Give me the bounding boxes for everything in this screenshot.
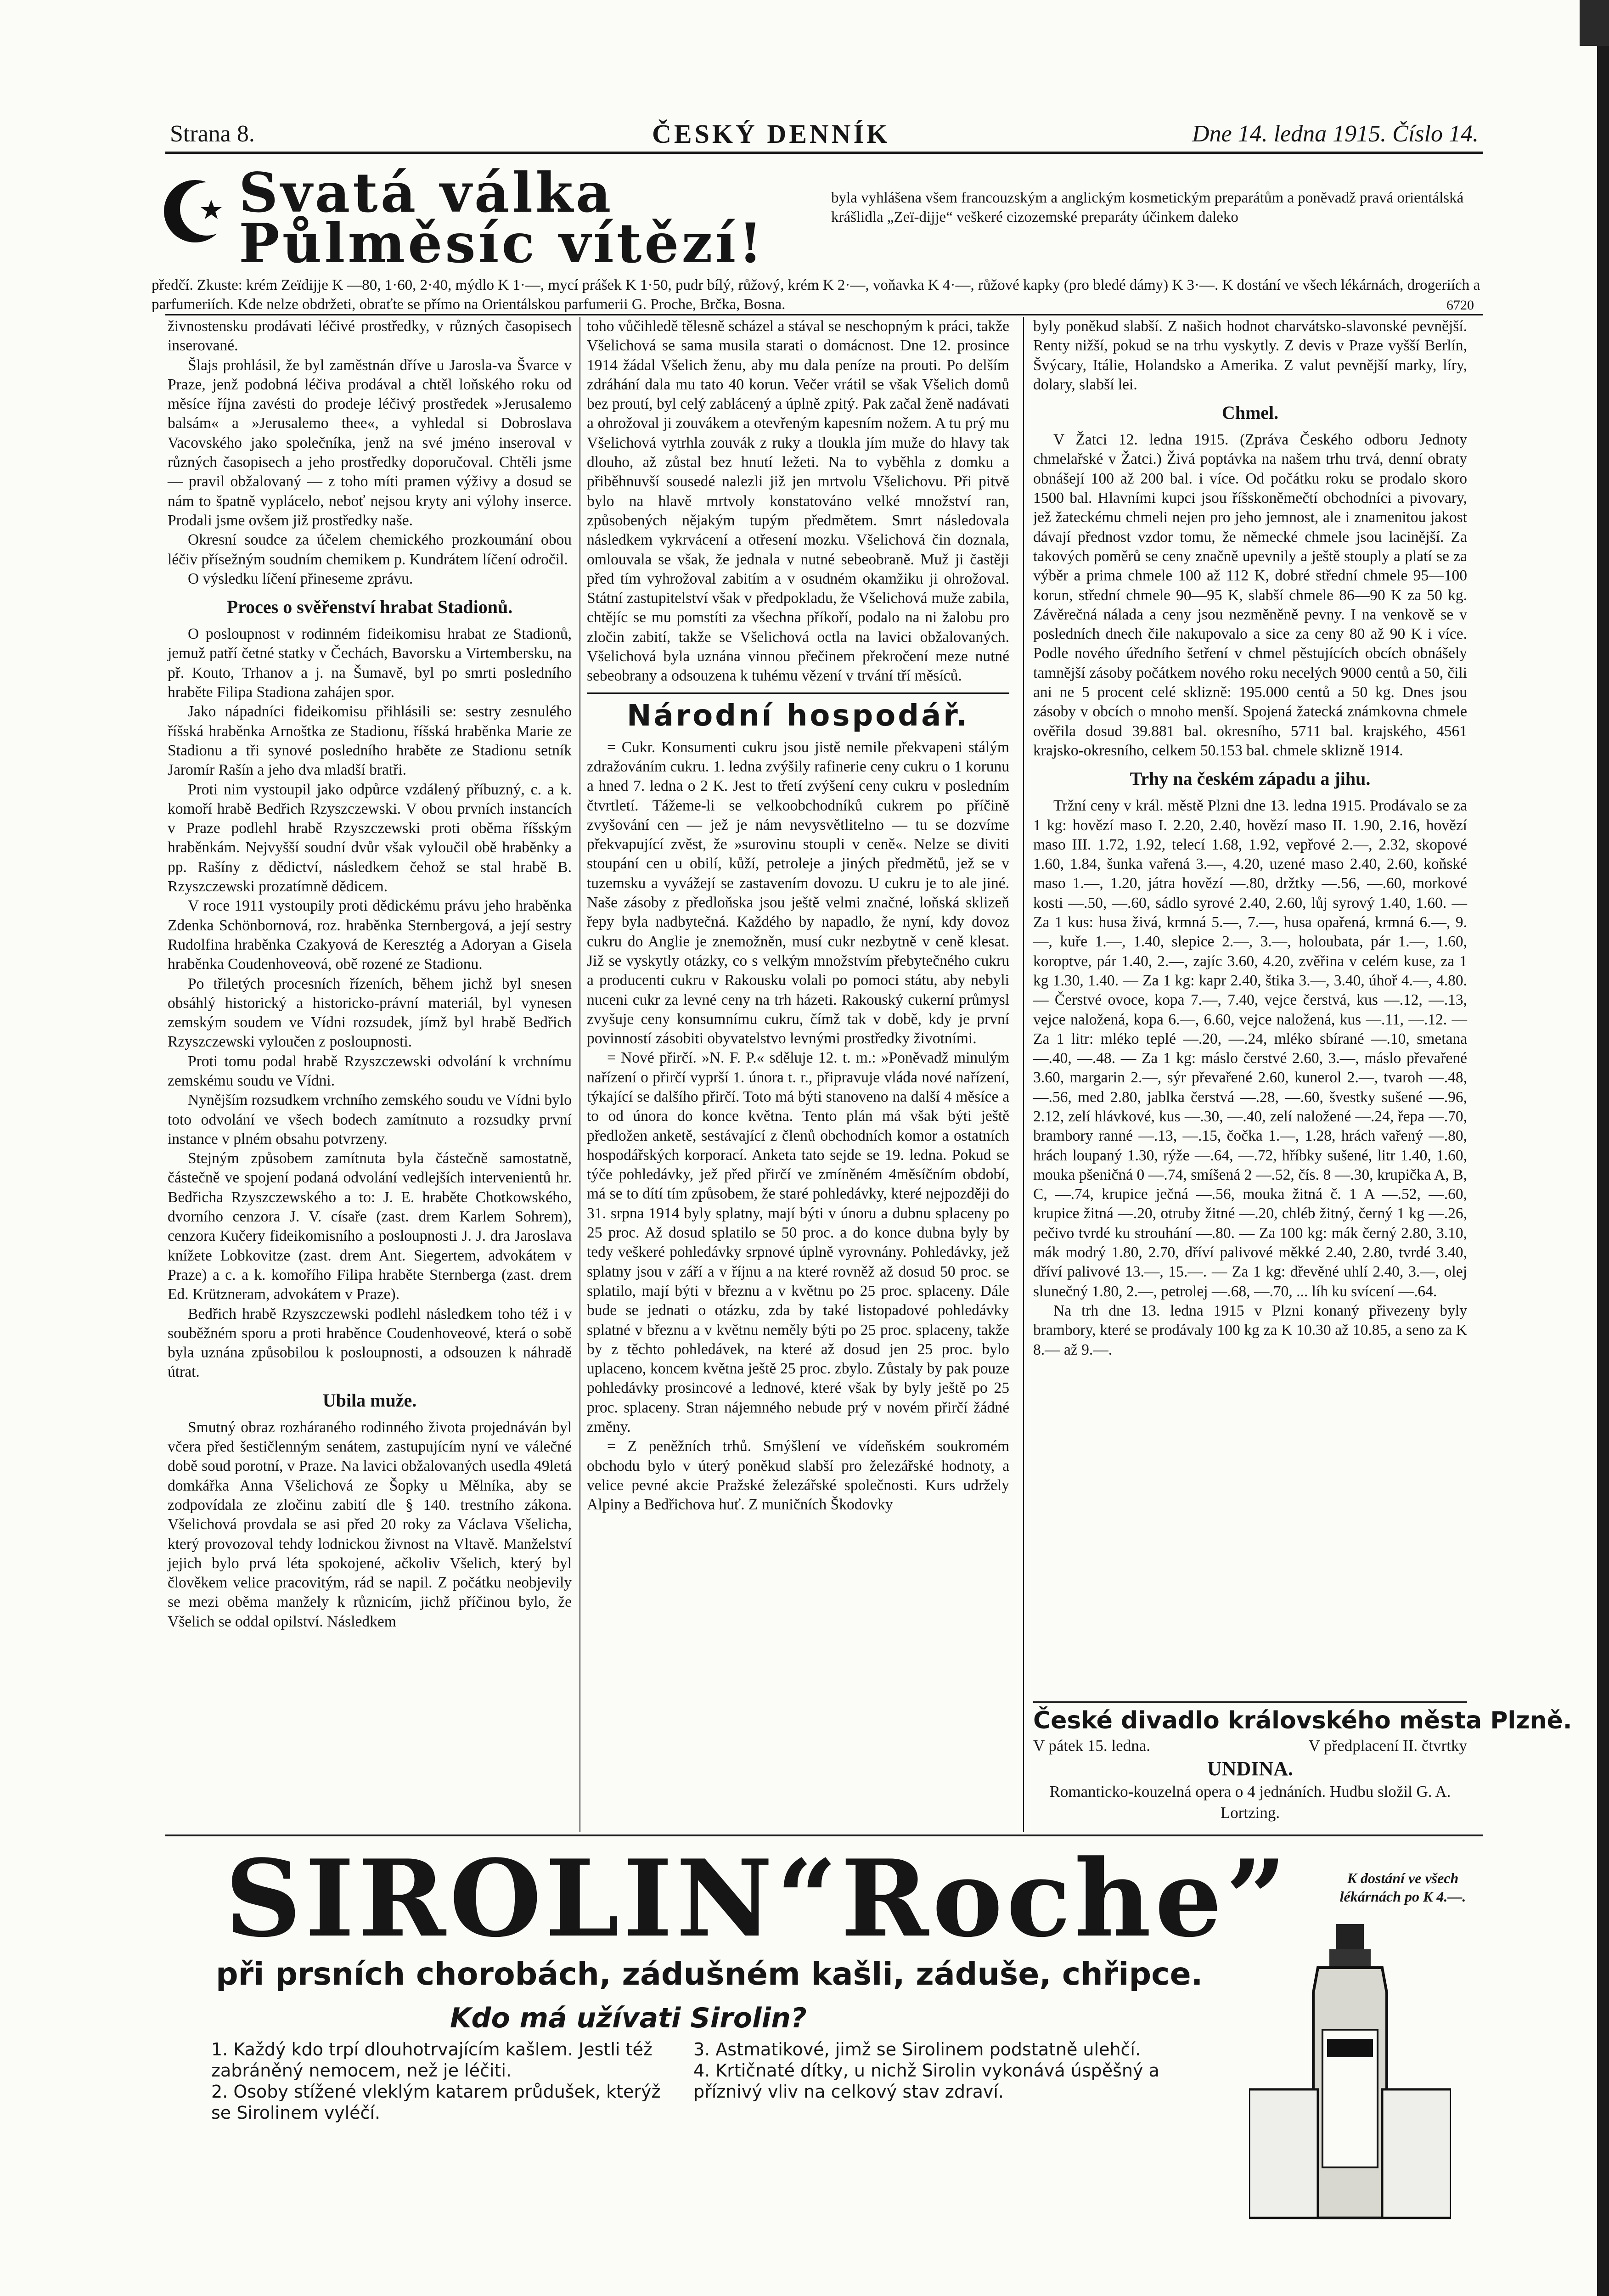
crescent-star-icon xyxy=(161,177,230,246)
advert-sirolin xyxy=(211,1837,1492,2241)
article-paragraph: byly poněkud slabší. Z našich hodnot charvátsko-slavonské pevnější. Renty nižší, pokud se na trhu vyskytly. Z devis v Praze vyšší Berlín, Švýcary, Itálie, Holandsko a Amerika. Z valut pevnější marky, líry, dolary, slabší lei. xyxy=(1033,318,1467,393)
theatre-rule xyxy=(1033,1701,1467,1703)
article-paragraph: Šlajs prohlásil, že byl zaměstnán dříve u Jarosla-va Švarce v Praze, jenž podobná léčiva prodával a chtěl loňského roku od měsíce října zavésti do prodeje léčivý prostředek »Jerusalemo balsám« a »Jerusalemo thee«, a vyhledal si Dobroslava Vacovského jako společníka, jenž na své jméno inseroval v různých časopisech a jeho prostředky doporučoval. Chtěli jsme — pravil obžalovaný — z toho míti pramen výživy a dosud se nám to špatně vyplácelo, neboť nejsou kryty ani výlohy inserce. Prodali jsme ovšem již prostředky naše. xyxy=(168,356,572,529)
sirolin-item: 1. Každý kdo trpí dlouhotrvajícím kašlem. Jestli též zabráněný nemocem, než je léčiti. xyxy=(211,2039,653,2081)
bottom-ad-rule xyxy=(165,1835,1483,1836)
article-paragraph: Jako nápadníci fideikomisu přihlásili se: sestry zesnulého říšská hraběnka Arnoštka ze Stadionu, říšská hraběnka Marie ze Stadionu a tři synové posledního hraběte ze Stadionu setník Jaromír Rašín a jeho dva mladší bratři. xyxy=(168,703,572,779)
advert-number: 6720 xyxy=(1446,298,1474,313)
column-divider-1 xyxy=(579,317,580,1832)
page-number: Strana 8. xyxy=(170,121,255,147)
advert-side-text: byla vyhlášena všem francouzským a anglickým kosmetickým preparátům a poněvadž pravá orientálská krášlidla „Zeï-dijje“ veškeré cizozemské preparáty účinkem daleko xyxy=(831,190,1464,225)
issue-date: Dne 14. ledna 1915. Číslo 14. xyxy=(1192,121,1479,147)
sirolin-list-right xyxy=(693,2039,1162,2102)
theatre-date-row xyxy=(1033,1735,1467,1756)
advert-zeidijje xyxy=(152,161,1488,313)
article-paragraph: O posloupnost v rodinném fideikomisu hrabat ze Stadionů, jemuž patří četné statky v Čechách, Bavorsku a Virtembersku, na př. Kouto, Trhanov a j. na Šumavě, byl po smrti posledního hraběte Filipa Stadiona zahájen spor. xyxy=(168,625,572,701)
article-paragraph: Tržní ceny v král. městě Plzni dne 13. ledna 1915. Prodávalo se za 1 kg: hovězí maso I. 2.20, 2.40, hovězí maso II. 1.90, 2.16, hovězí maso III. 1.72, 1.92, telecí 1.68, 1.92, vepřové 2.—, 2.32, skopové 1.60, 1.84, šunka vařená 3.—, 4.20, uzené maso 2.40, 2.60, koňské maso 1.—, 1.20, játra hovězí —.80, držtky —.56, —.60, morkové kosti —.50, —.60, sádlo syrové 2.40, 2.60, lůj syrový 1.40, 1.60. — Za 1 kus: husa živá, krmná 5.—, 7.—, husa opařená, krmná 6.—, 9.—, kuře 1.—, 1.40, slepice 2.—, 3.—, holoubata, pár 1.—, 1.60, koroptve, pár 1.40, 2.—, zajíc 3.60, 4.20, zvěřina v celém kuse, za 1 kg 1.30, 1.40. — Za 1 kg: kapr 2.40, štika 3.—, 3.40, úhoř 4.—, 4.80. — Čerstvé ovoce, kopa 7.—, 7.40, vejce čerstvá, kus —.12, —.13, vejce naložená, kopa 6.—, 6.60, vejce naložená, kus —.11, —.12. — Za 1 litr: mléko teplé —.20, —.24, mléko sbírané —.10, smetana —.40, —.48. — Za 1 kg: máslo čerstvé 2.60, 3.—, máslo převařené 3.60, margarin 2.—, sýr převařené 2.60, kunerol 2.—, tvaroh —.48, —.56, med 2.80, jablka čerstvá —.28, —.60, švestky sušené —.96, 2.12, zelí hlávkové, kus —.30, —.40, zelí naložené —.24, řepa —.70, brambory ranné —.13, —.15, čočka 1.—, 1.28, hrách vařený —.80, hrách loupaný 1.30, rýže —.64, —.72, hříbky sušené, litr 1.40, 1.60, mouka pšeničná 0 —.74, smíšená 2 —.52, čís. 8 —.30, krupička A, B, C, —.74, krupice ječná —.56, mouka žitná č. 1 A —.52, —.60, krupice žitná —.20, otruby žitné —.20, chléb žitný, černý 1 kg —.26, pečivo tvrdé ku strouhání —.80. — Za 100 kg: mák černý 2.80, 3.10, mák modrý 1.80, 2.70, dříví palivové měkké 2.40, 2.80, tvrdé 3.40, dříví palivové 13.—, 15.—. — Za 1 kg: dřevěné uhlí 2.40, 3.—, olej slunečný 1.80, 2.—, petrolej —.68, —.70, ... líh ku svícení —.64. xyxy=(1033,797,1467,1300)
article-paragraph: Nynějším rozsudkem vrchního zemského soudu ve Vídni bylo toto odvolání ve všech bodech zamítnuto a rozsudky první instance v plném obsahu potvrzeny. xyxy=(168,1092,572,1148)
sirolin-item: 4. Krtičnaté dítky, u nichž Sirolin vykonává úspěšný a příznivý vliv na celkový stav zdraví. xyxy=(693,2060,1159,2102)
theatre-notice xyxy=(1033,1706,1572,1825)
headline-trhy: Trhy na českém západu a jihu. xyxy=(1130,768,1371,789)
article-paragraph: Okresní soudce za účelem chemického prozkoumání obou léčiv přísežným soudním chemikem p. Kundrátem líčení odročil. xyxy=(168,531,572,568)
article-paragraph: Bedřich hrabě Rzyszczewski podlehl následkem toho též i v souběžném sporu a proti hraběnce Coudenhoveové, která o sobě byla uznána způsobilou k posloupnosti, a odsouzen k náhradě útrat. xyxy=(168,1305,572,1381)
section-rule xyxy=(587,692,1009,694)
article-paragraph: toho vůčihledě tělesně scházel a stával se neschopným k práci, takže Všelichová se sama musila starati o domácnost. Dne 12. prosince 1914 žádal Všelich ženu, aby mu dala peníze na prouti. Po delším zdráhání dala mu tato 40 korun. Večer vrátil se však Všelich domů bez proutí, byl celý zablácený a úplně zpitý. Pak začal ženě nadávati a ohrožoval ji zouvákem a otevřeným kapesním nožem. A tu prý mu Všelichová vytrhla zouvák z ruky a tloukla jím muže do hlavy tak dlouho, až zůstal bez hnutí ležeti. Na to vyběhla z domku a přiběhnuvší sousedé nalezli již jen mrtvolu Všelichovu. Při pitvě bylo na hlavě mrtvoly konstatováno velké množství ran, způsobených nějakým tupým předmětem. Smrt následovala následkem vykrvácení a otřesení mozku. Všelichová čin doznala, omlouvala se však, že jednala v nutné sebeobraně. Muž ji častěji před tím vyhrožoval zabitím a v osudném okamžiku ji ohrožoval. Státní zastupitelství však v předpokladu, že Všelichová muže zabila, chtějíc se mu pomstíti za všechna příkoří, podalo na ni žalobu pro zločin zabití, takže se Všelichová octla na lavici obžalovaných. Všelichová byla uznána vinnou přečinem překročení meze nutné sebeobrany a odsouzena k tuhému vězení v trvání tří měsíců. xyxy=(587,318,1009,685)
masthead xyxy=(165,120,1479,148)
column-1 xyxy=(168,317,572,1632)
sirolin-brand: SIROLIN“Roche” xyxy=(225,1837,1290,1961)
theatre-date: V pátek 15. ledna. xyxy=(1033,1737,1150,1755)
headline-ubila: Ubila muže. xyxy=(322,1390,417,1411)
column-divider-2 xyxy=(1023,317,1024,1832)
advert-headline-2: Půlměsíc vítězí! xyxy=(239,211,765,275)
advert-body-text: předčí. Zkuste: krém Zeïdijje K —80, 1·60, 2·40, mýdlo K 1·—, mycí prášek K 1·50, pudr bílý, růžový, krém K 2·—, voňavka K 4·—, růžové kapky (pro bledé dámy) K 3·—. K dostání ve všech lékárnách, drogeriích a parfumeriích. Kde nelze obdržeti, obraťte se přímo na Orientálskou parfumerii G. Proche, Brčka, Bosna. xyxy=(152,277,1480,313)
column-2 xyxy=(587,317,1009,1515)
scan-edge xyxy=(1597,0,1609,2296)
scan-edge-corner xyxy=(1580,0,1609,46)
article-paragraph: Na trh dne 13. ledna 1915 v Plzni konaný přivezeny byly brambory, které se prodávaly 100 kg za K 10.30 až 10.85, a seno za K 8.— až 9.—. xyxy=(1033,1302,1467,1358)
article-paragraph: Po třiletých procesních řízeních, během jichž byl snesen obsáhlý historický a historicko-právní materiál, byl vynesen zemským soudem ve Vídni rozsudek, jímž byl hrabě Bedřich Rzyszczewski vyloučen z posloupnosti. xyxy=(168,975,572,1051)
sirolin-bottle-icon xyxy=(1249,1924,1451,2227)
article-paragraph: Proti nim vystoupil jako odpůrce vzdálený příbuzný, c. a k. komoří hrabě Bedřich Rzyszczewski. V obou prvních instancích v Praze podlehl hrabě Rzyszczewski proti oběma říšským hraběnkám. Nejvyšší soudní dvůr však vyloučil obě hraběnky a pp. Rašíny z dědictví, následkem čehož se stal hrabě B. Rzyszczewski prozatímně dědicem. xyxy=(168,781,572,895)
article-paragraph: V roce 1911 vystoupily proti dědickému právu jeho hraběnka Zdenka Schönbornová, roz. hraběnka Sternbergová, a její sestry Rudolfina hraběnka Czakyová de Keresztég a Adoryan a Gisela hraběnka Coudenhoveová, obě rozené ze Stadionu. xyxy=(168,897,572,973)
sirolin-item: 3. Astmatikové, jimž se Sirolinem podstatně ulehčí. xyxy=(693,2039,1141,2060)
newspaper-title: ČESKÝ DENNÍK xyxy=(652,119,890,149)
theatre-title: České divadlo královského města Plzně. xyxy=(1033,1707,1572,1734)
column-3 xyxy=(1033,317,1467,1360)
advert-rule xyxy=(165,314,1483,315)
headline-proces: Proces o svěřenství hrabat Stadionů. xyxy=(226,597,513,618)
article-paragraph: = Nové přirčí. »N. F. P.« sděluje 12. t. m.: »Poněvadž minulým nařízení o přirčí vyprší 1. února t. r., připravuje vláda nové nařízení, týkající se dalšího přirčí. Toto má býti stanoveno na další 4 měsíce a to od února do konce května. Tento plán má však býti ještě předložen anketě, sestávající z členů obchodních komor a ostatních hospodářských korporací. Anketa tato sejde se 19. ledna. Pokud se týče pohledávky, jež před přirčí ve zmíněném 4měsíčním období, má se to dítí tím způsobem, že staré pohledávky, které nejpozději do 31. srpna 1914 byly splatny, mají býti v únoru a dubnu splaceny po 25 proc. Až dosud splatilo se 50 proc. a do konce dubna byly by tedy veškeré pohledávky srpnové úplně vyrovnány. Pohledávky, jež splatny jsou v září a v říjnu a na které rovněž až dosud 50 proc. se splatilo, mají býti v březnu a v květnu po 25 proc. splaceny. Dále bude se jednati o otázku, zda by také listopadové pohledávky splatné v březnu a v květnu neměly býti po 25 proc. splaceny, takže by z těchto pohledávek, na které až dosud jen 25 proc. bylo uplaceno, koncem května ještě 25 proc. zbylo. Zůstaly by pak pouze pohledávky prosincové a lednové, které však by byly ještě po 25 proc. splaceny. Stran nájemného nebude prý v novém přirčí žádné změny. xyxy=(587,1049,1009,1436)
sirolin-list-left xyxy=(211,2039,680,2123)
article-paragraph: = Cukr. Konsumenti cukru jsou jistě nemile překvapeni stálým zdražováním cukru. 1. ledna zvýšily rafinerie ceny cukru o 1 korunu a hned 7. ledna o 2 K. Jest to třetí zvýšení ceny cukru v posledním čtvrtletí. Tážeme-li se velkoobchodníků cukrem po příčině zvyšování cen — jež je nám nevysvětlitelno — tu se dozvíme překvapující zvěst, že »surovinu stoupli v ceně«. Nelze se diviti stoupání cen u obilí, kůží, petroleje a jiných předmětů, jež se v tuzemsku a vyvážejí se zastavením dovozu. U cukru je to ale jiné. Naše zásoby z předloňska jsou ještě velmi značné, loňská sklizeň řepy byla nadbytečná. Každého by napadlo, že nyní, kdy dovoz cukru do Anglie je znemožněn, musí cukr nezbytně v ceně klesat. Již se vyskytly otázky, co s velkým množstvím přebytečného cukru a producenti cukru v Rakousku volali po pomoci státu, aby nebyli nuceni cukr za levné ceny na trh házeti. Rakouský cukerní průmysl zvyšuje ceny konsumnímu cukru, čímž tak v době, kdy je první povinností zásobiti obyvatelstvo levnými prostředky životními. xyxy=(587,738,1009,1047)
article-paragraph: Stejným způsobem zamítnuta byla částečně samostatně, částečně ve spojení podaná odvolání vedlejších intervenientů hr. Bedřicha Rzyszczewského a to: J. E. hraběte Chotkowského, dvorního cenzora J. V. císaře (zast. drem Karlem Sohrem), cenzora Kučery fideikomisního a posloupnosti J. J. dra Jaroslava knížete Lobkovitze (zast. drem Ant. Siegertem, advokátem v Praze) a c. a k. komořího Filipa hraběte Sternberga (zast. drem Ed. Krützneram, advokátem v Praze). xyxy=(168,1150,572,1303)
article-paragraph: Smutný obraz rozháraného rodinného života projednáván byl včera před šestičlenným senátem, zastupujícím nyní ve válečné době soud porotní, v Praze. Na lavici obžalovaných usedla 49letá domkářka Anna Všelichová ze Šopky u Mělníka, aby se zodpovídala ze zločinu zabití dle § 140. trestního zákona. Všelichová provdala se asi před 20 roky za Václava Všelicha, který provozoval tehdy lodnickou živnost na Vltavě. Manželství jejich bylo prvá léta spokojené, ačkoliv Všelich, který byl člověkem velice pracovitým, rád se napil. Z počátku neobjevily se mezi oběma manžely k různicím, jichž příčinou bylo, že Všelich se oddal opilství. Následkem xyxy=(168,1418,572,1630)
article-paragraph: O výsledku líčení přineseme zprávu. xyxy=(188,570,413,587)
sirolin-question: Kdo má užívati Sirolin? xyxy=(450,2002,807,2034)
theatre-play: UNDINA. xyxy=(1207,1757,1293,1780)
sirolin-indication: při prsních chorobách, zádušném kašli, záduše, chřipce. xyxy=(216,1956,1203,1992)
article-paragraph: V Žatci 12. ledna 1915. (Zpráva Českého odboru Jednoty chmelařské v Žatci.) Živá poptávka na našem trhu trvá, denní obraty obnášejí 100 až 200 bal. i více. Od počátku roku se prodalo skoro 1500 bal. Hlavními kupci jsou říšskoněmečtí obchodníci a pivovary, jež žateckému chmeli nejen pro jeho jemnost, ale i znamenitou jakost dávají přednost vzdor tomu, že německé chmele jsou lacinější. Za takových poměrů se ceny značně upevnily a ještě stouply a platí se za výběr a prima chmele 100 až 112 K, dobré střední chmele 95—100 korun, střední chmele 90—95 K, slabší chmele 86—90 K za 50 kg. Závěrečná nálada a ceny jsou nezměněně pevny. I na venkově se v posledních dnech čile nakupovalo a sice za ceny 80 až 90 K i více. Podle nového úředního šetření v chmel pěstujících obcích obnášely tamnější zásoby počátkem nového roku necelých 9000 centů a 50, čili ani ne 5 procent celé sklizně: 195.000 centů a 50 kg. Dnes jsou zásoby v obcích o mnoho menší. Spojená žatecká známkovna chmele ověřila dosud 39.881 bal. okresního, 5711 bal. krajského, 4561 krajsko-okresního, celkem 50.153 bal. chmele sklizně 1914. xyxy=(1033,431,1467,759)
article-paragraph: živnostensku prodávati léčivé prostředky, v různých časopisech inserované. xyxy=(168,318,572,355)
article-paragraph: Proti tomu podal hrabě Rzyszczewski odvolání k vrchnímu zemskému soudu ve Vídni. xyxy=(168,1052,572,1089)
sirolin-price-note: K dostání ve všech lékárnách po K 4.—. xyxy=(1339,1870,1466,1905)
advert-headline-1: Svatá válka xyxy=(239,161,614,225)
article-paragraph: = Z peněžních trhů. Smýšlení ve vídeňském soukromém obchodu bylo v úterý poněkud slabší pro železářské hodnoty, a velice pevné akcie Pražské železářské společnosti. Kurs udržely Alpiny a Bedřichova huť. Z muničních Škodovky xyxy=(587,1438,1009,1514)
headline-chmel: Chmel. xyxy=(1221,402,1279,423)
theatre-description: Romanticko-kouzelná opera o 4 jednáních. Hudbu složil G. A. Lortzing. xyxy=(1049,1783,1451,1822)
section-heading-narodni-hospodar: Národní hospodář. xyxy=(626,698,970,733)
sirolin-item: 2. Osoby stížené vleklým katarem průdušek, kterýž se Sirolinem vyléčí. xyxy=(211,2082,661,2123)
masthead-rule xyxy=(165,152,1483,154)
theatre-subscription: V předplacení II. čtvrtky xyxy=(1308,1737,1467,1755)
